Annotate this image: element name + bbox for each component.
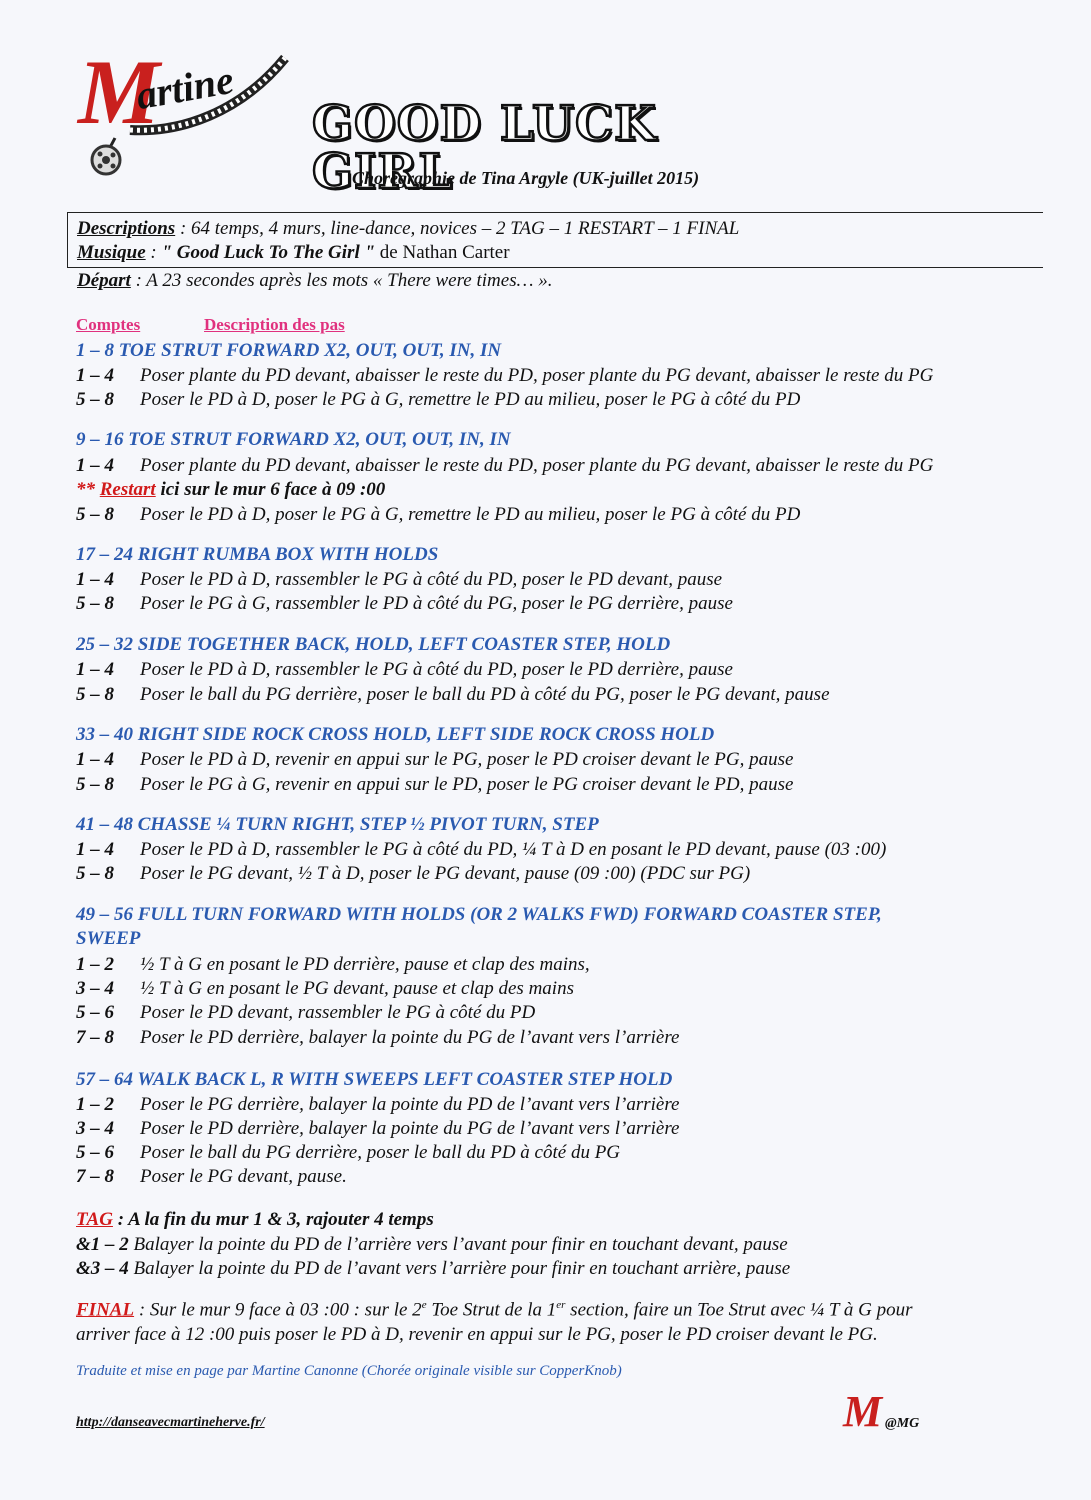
descriptions-text: : 64 temps, 4 murs, line-dance, novices – 2 TAG – 1 RESTART – 1 FINAL bbox=[175, 218, 740, 239]
step-count: 1 – 4 bbox=[76, 569, 114, 590]
step-description: Poser le PD derrière, balayer la pointe du PG de l’avant vers l’arrière bbox=[140, 1118, 680, 1139]
step-row bbox=[76, 1094, 679, 1116]
tag-row bbox=[76, 1234, 788, 1256]
step-row bbox=[76, 863, 750, 885]
section-title: 1 – 8 TOE STRUT FORWARD X2, OUT, OUT, IN, IN bbox=[76, 340, 502, 361]
step-row bbox=[76, 593, 733, 615]
step-row bbox=[76, 684, 830, 706]
section-title: 41 – 48 CHASSE ¼ TURN RIGHT, STEP ½ PIVOT TURN, STEP bbox=[76, 814, 599, 835]
tag-heading bbox=[76, 1209, 434, 1231]
tag-label: TAG bbox=[76, 1209, 113, 1230]
start-line bbox=[77, 270, 552, 292]
descriptions-line bbox=[77, 218, 739, 240]
signature-initial: M bbox=[843, 1387, 883, 1436]
website-link[interactable]: http://danseavecmartineherve.fr/ bbox=[76, 1415, 265, 1430]
step-count: 1 – 2 bbox=[76, 954, 114, 975]
signature-text: @MG bbox=[885, 1416, 920, 1431]
step-count: 1 – 4 bbox=[76, 749, 114, 770]
step-count: 5 – 8 bbox=[76, 863, 114, 884]
music-line bbox=[77, 242, 510, 264]
step-row bbox=[76, 569, 722, 591]
step-row bbox=[76, 978, 574, 1000]
step-description: Poser le ball du PG derrière, poser le ball du PD à côté du PG, poser le PG devant, pause bbox=[140, 684, 830, 705]
start-text: : A 23 secondes après les mots « There were times… ». bbox=[130, 270, 553, 291]
section-title-continued: SWEEP bbox=[76, 928, 141, 949]
descriptions-label: Descriptions bbox=[77, 218, 176, 239]
logo-initial: M bbox=[78, 41, 160, 143]
final-line-1 bbox=[76, 1299, 913, 1321]
restart-prefix: ** bbox=[76, 479, 100, 500]
final-label: FINAL bbox=[76, 1299, 135, 1321]
step-description: Poser le PD devant, rassembler le PG à côté du PD bbox=[140, 1002, 536, 1023]
step-description: ½ T à G en posant le PD derrière, pause et clap des mains, bbox=[140, 954, 590, 975]
step-count: 5 – 8 bbox=[76, 684, 114, 705]
step-description: Poser le PD à D, poser le PG à G, remettre le PD au milieu, poser le PG à côté du PD bbox=[140, 504, 801, 525]
step-count: 1 – 4 bbox=[76, 365, 114, 386]
step-description: Poser le PD à D, poser le PG à G, remettre le PD au milieu, poser le PG à côté du PD bbox=[140, 389, 801, 410]
step-description: Poser le PD à D, rassembler le PG à côté du PD, ¼ T à D en posant le PD devant, pause (03 :00) bbox=[140, 839, 887, 860]
martine-logo bbox=[70, 38, 300, 188]
step-description: Poser plante du PD devant, abaisser le reste du PD, poser plante du PG devant, abaisser le reste du PG bbox=[140, 455, 934, 476]
step-row bbox=[76, 1118, 679, 1140]
step-description: Poser le PG à G, rassembler le PD à côté du PG, poser le PG derrière, pause bbox=[140, 593, 733, 614]
step-count: 5 – 8 bbox=[76, 774, 114, 795]
step-count: 5 – 6 bbox=[76, 1002, 114, 1023]
step-count: 1 – 4 bbox=[76, 455, 114, 476]
step-row bbox=[76, 365, 933, 387]
step-description: Poser le ball du PG derrière, poser le ball du PD à côté du PG bbox=[140, 1142, 621, 1163]
restart-note bbox=[76, 479, 385, 501]
step-count: 5 – 6 bbox=[76, 1142, 114, 1163]
step-count: 5 – 8 bbox=[76, 593, 114, 614]
restart-label: Restart bbox=[99, 479, 156, 500]
tag-row bbox=[76, 1258, 790, 1280]
final-line-2: arriver face à 12 :00 puis poser le PD à D, revenir en appui sur le PG, poser le PD croiser devant le PG. bbox=[76, 1324, 878, 1345]
column-header-description: Description des pas bbox=[204, 315, 345, 334]
tag-count: &3 – 4 bbox=[76, 1258, 129, 1279]
step-row bbox=[76, 389, 800, 411]
section-title: 57 – 64 WALK BACK L, R WITH SWEEPS LEFT COASTER STEP HOLD bbox=[76, 1069, 673, 1090]
step-description: Poser le PG devant, pause. bbox=[140, 1166, 347, 1187]
step-row bbox=[76, 504, 800, 526]
step-row bbox=[76, 839, 886, 861]
step-description: Poser le PG à G, revenir en appui sur le PD, poser le PG croiser devant le PD, pause bbox=[140, 774, 794, 795]
step-row bbox=[76, 774, 793, 796]
choreographer: Chorégraphie de Tina Argyle (UK-juillet 2015) bbox=[352, 168, 700, 188]
final-text-a: : Sur le mur 9 face à 03 :00 : sur le 2 bbox=[134, 1299, 422, 1321]
step-description: Poser le PD à D, rassembler le PG à côté du PD, poser le PD devant, pause bbox=[140, 569, 723, 590]
step-count: 7 – 8 bbox=[76, 1027, 114, 1048]
step-count: 7 – 8 bbox=[76, 1166, 114, 1187]
section-title: 49 – 56 FULL TURN FORWARD WITH HOLDS (OR 2 WALKS FWD) FORWARD COASTER STEP, bbox=[76, 904, 882, 925]
step-description: Poser plante du PD devant, abaisser le reste du PD, poser plante du PG devant, abaisser le reste du PG bbox=[140, 365, 934, 386]
tag-text: : A la fin du mur 1 & 3, rajouter 4 temps bbox=[112, 1209, 434, 1230]
step-row bbox=[76, 1166, 347, 1188]
step-row bbox=[76, 1142, 620, 1164]
step-row bbox=[76, 659, 733, 681]
final-sup-b: er bbox=[556, 1299, 566, 1311]
section-title: 9 – 16 TOE STRUT FORWARD X2, OUT, OUT, IN, IN bbox=[76, 429, 511, 450]
step-count: 1 – 4 bbox=[76, 839, 114, 860]
step-row bbox=[76, 954, 590, 976]
step-row bbox=[76, 455, 933, 477]
step-description: Poser le PG devant, ½ T à D, poser le PG devant, pause (09 :00) (PDC sur PG) bbox=[140, 863, 751, 884]
step-count: 1 – 4 bbox=[76, 659, 114, 680]
start-label: Départ bbox=[77, 270, 131, 291]
step-count: 1 – 2 bbox=[76, 1094, 114, 1115]
step-description: Poser le PD à D, rassembler le PG à côté du PD, poser le PD derrière, pause bbox=[140, 659, 733, 680]
signature-logo bbox=[843, 1388, 963, 1448]
music-artist: de Nathan Carter bbox=[375, 242, 510, 263]
step-description: ½ T à G en posant le PG devant, pause et clap des mains bbox=[140, 978, 574, 999]
step-description: Poser le PD à D, revenir en appui sur le PG, poser le PD croiser devant le PG, pause bbox=[140, 749, 794, 770]
logo-word: artine bbox=[132, 56, 237, 119]
music-separator: : bbox=[145, 242, 162, 263]
step-count: 5 – 8 bbox=[76, 389, 114, 410]
final-text-b: Toe Strut de la 1 bbox=[426, 1299, 557, 1321]
step-row bbox=[76, 1002, 535, 1024]
step-count: 5 – 8 bbox=[76, 504, 114, 525]
final-text-c: section, faire un Toe Strut avec ¼ T à G pour bbox=[565, 1299, 913, 1321]
music-label: Musique bbox=[77, 242, 146, 263]
music-title: " Good Luck To The Girl " bbox=[161, 242, 376, 263]
final-sup-a: e bbox=[421, 1299, 427, 1311]
restart-text: ici sur le mur 6 face à 09 :00 bbox=[155, 479, 386, 500]
step-row bbox=[76, 1027, 679, 1049]
step-row bbox=[76, 749, 793, 771]
tag-description: Balayer la pointe du PD de l’avant vers l’arrière pour finir en touchant arrière, pause bbox=[133, 1258, 791, 1279]
step-description: Poser le PD derrière, balayer la pointe du PG de l’avant vers l’arrière bbox=[140, 1027, 680, 1048]
section-title: 33 – 40 RIGHT SIDE ROCK CROSS HOLD, LEFT SIDE ROCK CROSS HOLD bbox=[76, 724, 715, 745]
translation-credit: Traduite et mise en page par Martine Canonne (Chorée originale visible sur CopperKnob) bbox=[76, 1363, 622, 1379]
tag-description: Balayer la pointe du PD de l’arrière vers l’avant pour finir en touchant devant, pause bbox=[133, 1234, 788, 1255]
page-title: GOOD LUCK GIRL bbox=[312, 96, 657, 200]
tag-count: &1 – 2 bbox=[76, 1234, 129, 1255]
column-header-counts: Comptes bbox=[76, 315, 141, 334]
section-title: 17 – 24 RIGHT RUMBA BOX WITH HOLDS bbox=[76, 544, 439, 565]
step-count: 3 – 4 bbox=[76, 1118, 114, 1139]
step-count: 3 – 4 bbox=[76, 978, 114, 999]
section-title: 25 – 32 SIDE TOGETHER BACK, HOLD, LEFT COASTER STEP, HOLD bbox=[76, 634, 671, 655]
step-description: Poser le PG derrière, balayer la pointe du PD de l’avant vers l’arrière bbox=[140, 1094, 680, 1115]
